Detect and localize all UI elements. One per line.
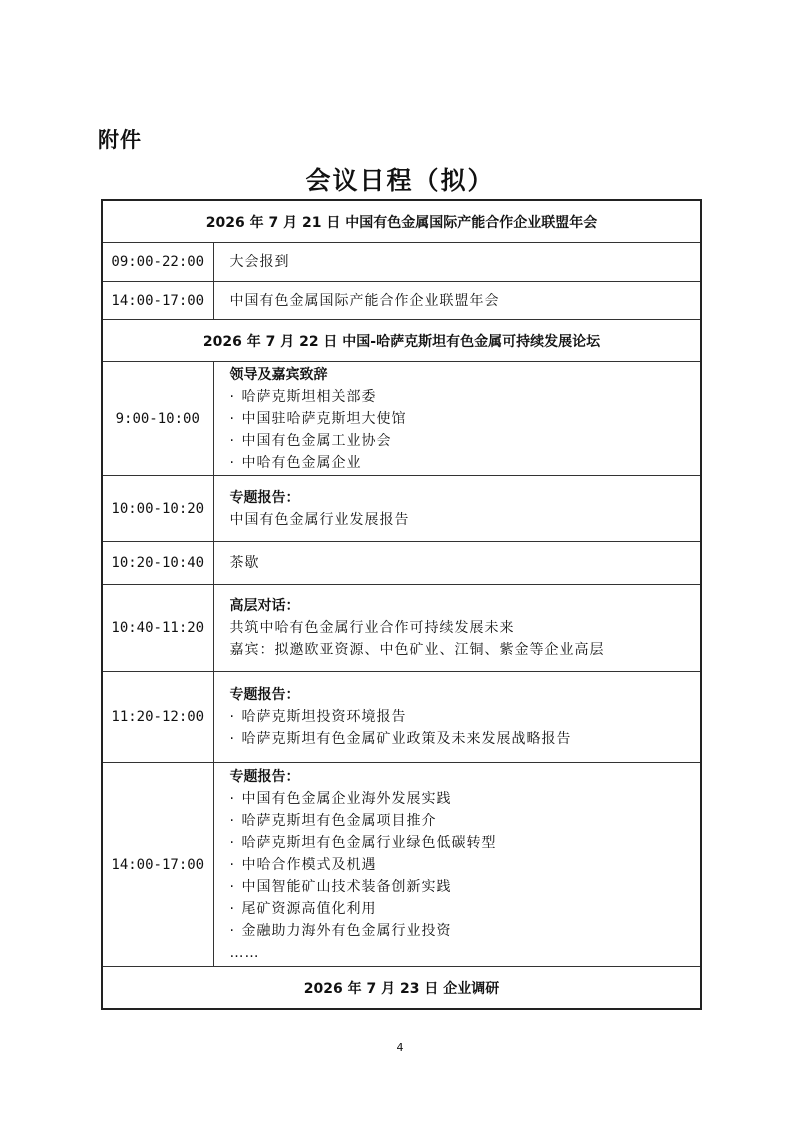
content-cell (213, 542, 701, 585)
content-line: 嘉宾：拟邀欧亚资源、中色矿业、江铜、紫金等企业高层 (229, 642, 605, 658)
bullet-text: 中国智能矿山技术装备创新实践 (241, 878, 452, 895)
time-cell: 10:00-10:20 (102, 476, 213, 542)
bullet-marker: · (229, 922, 235, 939)
content-cell (213, 672, 701, 763)
bullet-marker: · (229, 731, 235, 747)
time-cell: 10:40-11:20 (102, 585, 213, 672)
day-header: 2026 年 7 月 22 日 中国-哈萨克斯坦有色金属可持续发展论坛 (102, 320, 701, 362)
bullet-item (230, 386, 701, 408)
content-line: 中国有色金属行业发展报告 (229, 511, 410, 528)
bullet-text: 哈萨克斯坦相关部委 (241, 388, 377, 405)
bullet-item (230, 728, 701, 750)
bullet-text: 中国有色金属工业协会 (241, 432, 392, 449)
bullet-marker: · (229, 878, 235, 895)
content-cell (213, 362, 701, 476)
bullet-text: 尾矿资源高值化利用 (241, 900, 377, 917)
bullet-text: 中哈合作模式及机遇 (241, 856, 377, 873)
bullet-text: 中哈有色金属企业 (241, 454, 362, 471)
time-cell: 14:00-17:00 (102, 282, 213, 320)
bullet-text: 哈萨克斯坦有色金属行业绿色低碳转型 (241, 834, 497, 851)
bullet-item (230, 898, 701, 920)
bullet-marker: · (229, 790, 235, 807)
content-cell (213, 243, 701, 282)
day-header: 2026 年 7 月 23 日 企业调研 (102, 967, 701, 1010)
bullet-text: 哈萨克斯坦有色金属项目推介 (241, 812, 437, 829)
schedule-row (102, 763, 701, 967)
time-cell: 9:00-10:00 (102, 362, 213, 476)
schedule-row (102, 542, 701, 585)
content-heading: 专题报告： (229, 489, 300, 506)
content-cell (213, 476, 701, 542)
day-header-row (102, 320, 701, 362)
day-header-row (102, 967, 701, 1010)
schedule-row (102, 585, 701, 672)
attachment-label: 附件 (98, 128, 142, 152)
bullet-item (230, 452, 701, 474)
bullet-text: 中国有色金属企业海外发展实践 (241, 790, 452, 807)
content-heading: 专题报告： (229, 687, 300, 703)
bullet-item (230, 920, 701, 942)
bullet-marker: · (229, 388, 235, 405)
content-cell (213, 585, 701, 672)
bullet-item (230, 854, 701, 876)
bullet-text: 中国驻哈萨克斯坦大使馆 (241, 410, 407, 427)
content-heading: 专题报告： (229, 768, 300, 785)
ellipsis-line: …… (229, 944, 260, 961)
schedule-row (102, 672, 701, 763)
bullet-marker: · (229, 900, 235, 917)
bullet-text: 哈萨克斯坦有色金属矿业政策及未来发展战略报告 (241, 731, 572, 747)
content-line: 共筑中哈有色金属行业合作可持续发展未来 (229, 620, 515, 636)
content-line: 大会报到 (229, 254, 290, 270)
bullet-item (230, 810, 701, 832)
document-title: 会议日程（拟） (305, 166, 495, 195)
bullet-item (230, 408, 701, 430)
time-cell: 11:20-12:00 (102, 672, 213, 763)
bullet-marker: · (229, 454, 235, 471)
bullet-item (230, 430, 701, 452)
content-heading: 高层对话： (229, 598, 300, 614)
schedule-row (102, 362, 701, 476)
bullet-item (230, 788, 701, 810)
content-line: 茶歇 (229, 555, 260, 571)
content-line: 中国有色金属国际产能合作企业联盟年会 (229, 292, 500, 309)
bullet-text: 金融助力海外有色金属行业投资 (241, 922, 452, 939)
bullet-marker: · (229, 432, 235, 449)
bullet-marker: · (229, 410, 235, 427)
schedule-row (102, 476, 701, 542)
bullet-item (230, 832, 701, 854)
time-cell: 09:00-22:00 (102, 243, 213, 282)
content-cell (213, 763, 701, 967)
day-header: 2026 年 7 月 21 日 中国有色金属国际产能合作企业联盟年会 (102, 200, 701, 243)
content-heading: 领导及嘉宾致辞 (229, 366, 328, 383)
bullet-item (230, 706, 701, 728)
page-number: 4 (396, 1041, 404, 1054)
time-cell: 10:20-10:40 (102, 542, 213, 585)
bullet-text: 哈萨克斯坦投资环境报告 (241, 709, 407, 725)
bullet-marker: · (229, 812, 235, 829)
bullet-marker: · (229, 709, 235, 725)
content-cell (213, 282, 701, 320)
bullet-marker: · (229, 834, 235, 851)
schedule-row (102, 282, 701, 320)
bullet-item (230, 876, 701, 898)
schedule-table (101, 199, 702, 1010)
schedule-row (102, 243, 701, 282)
day-header-row (102, 200, 701, 243)
bullet-marker: · (229, 856, 235, 873)
time-cell: 14:00-17:00 (102, 763, 213, 967)
